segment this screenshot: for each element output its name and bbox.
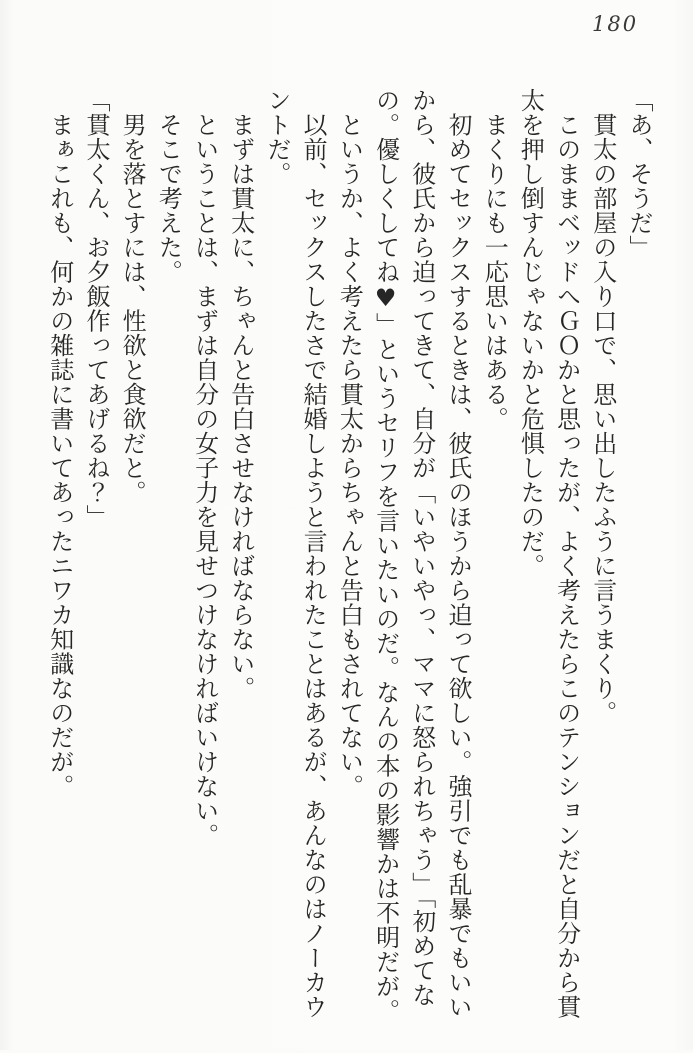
text-line-11: ントだ。 xyxy=(262,88,291,186)
text-line-9: というか、よく考えたら貫太からちゃんと告白もされてない。 xyxy=(335,88,364,799)
text-line-5: まくりにも一応思いはある。 xyxy=(480,88,509,431)
text-line-7: から、彼氏から迫ってきて、自分が「いやいやっ、ママに怒られちゃう」「初めてな xyxy=(407,88,436,1007)
text-line-15: 男を落とすには、性欲と食欲だと。 xyxy=(118,88,147,505)
text-line-17: まぁこれも、何かの雑誌に書いてあったニワカ知識なのだが。 xyxy=(45,88,74,799)
text-line-8: の。優しくしてね♥」というセリフを言いたいのだ。なんの本の影響かは不明だが。 xyxy=(371,88,400,1023)
text-line-2: 貫太の部屋の入り口で、思い出したふうに言うまくり。 xyxy=(588,88,617,725)
text-line-4: 太を押し倒すんじゃないかと危惧したのだ。 xyxy=(516,88,545,578)
text-line-16: 「貫太くん、お夕飯作ってあげるね？」 xyxy=(81,88,110,529)
text-line-3: このままベッドへＧＯかと思ったが、よく考えたらこのテンションだと自分から貫 xyxy=(552,88,581,1019)
text-line-6: 初めてセックスするときは、彼氏のほうから迫って欲しい。強引でも乱暴でもいい xyxy=(443,88,472,1019)
page-number: 180 xyxy=(592,12,639,36)
text-line-12: まずは貫太に、ちゃんと告白させなければならない。 xyxy=(226,88,255,701)
text-line-1: 「あ、そうだ」 xyxy=(625,88,653,260)
text-line-14: そこで考えた。 xyxy=(154,88,183,284)
body-text xyxy=(42,88,657,1053)
text-line-13: ということは、まずは自分の女子力を見せつけなければいけない。 xyxy=(190,88,219,848)
text-line-10: 以前、セックスしたさで結婚しようと言われたことはあるが、あんなのはノーカウ xyxy=(299,88,328,1019)
